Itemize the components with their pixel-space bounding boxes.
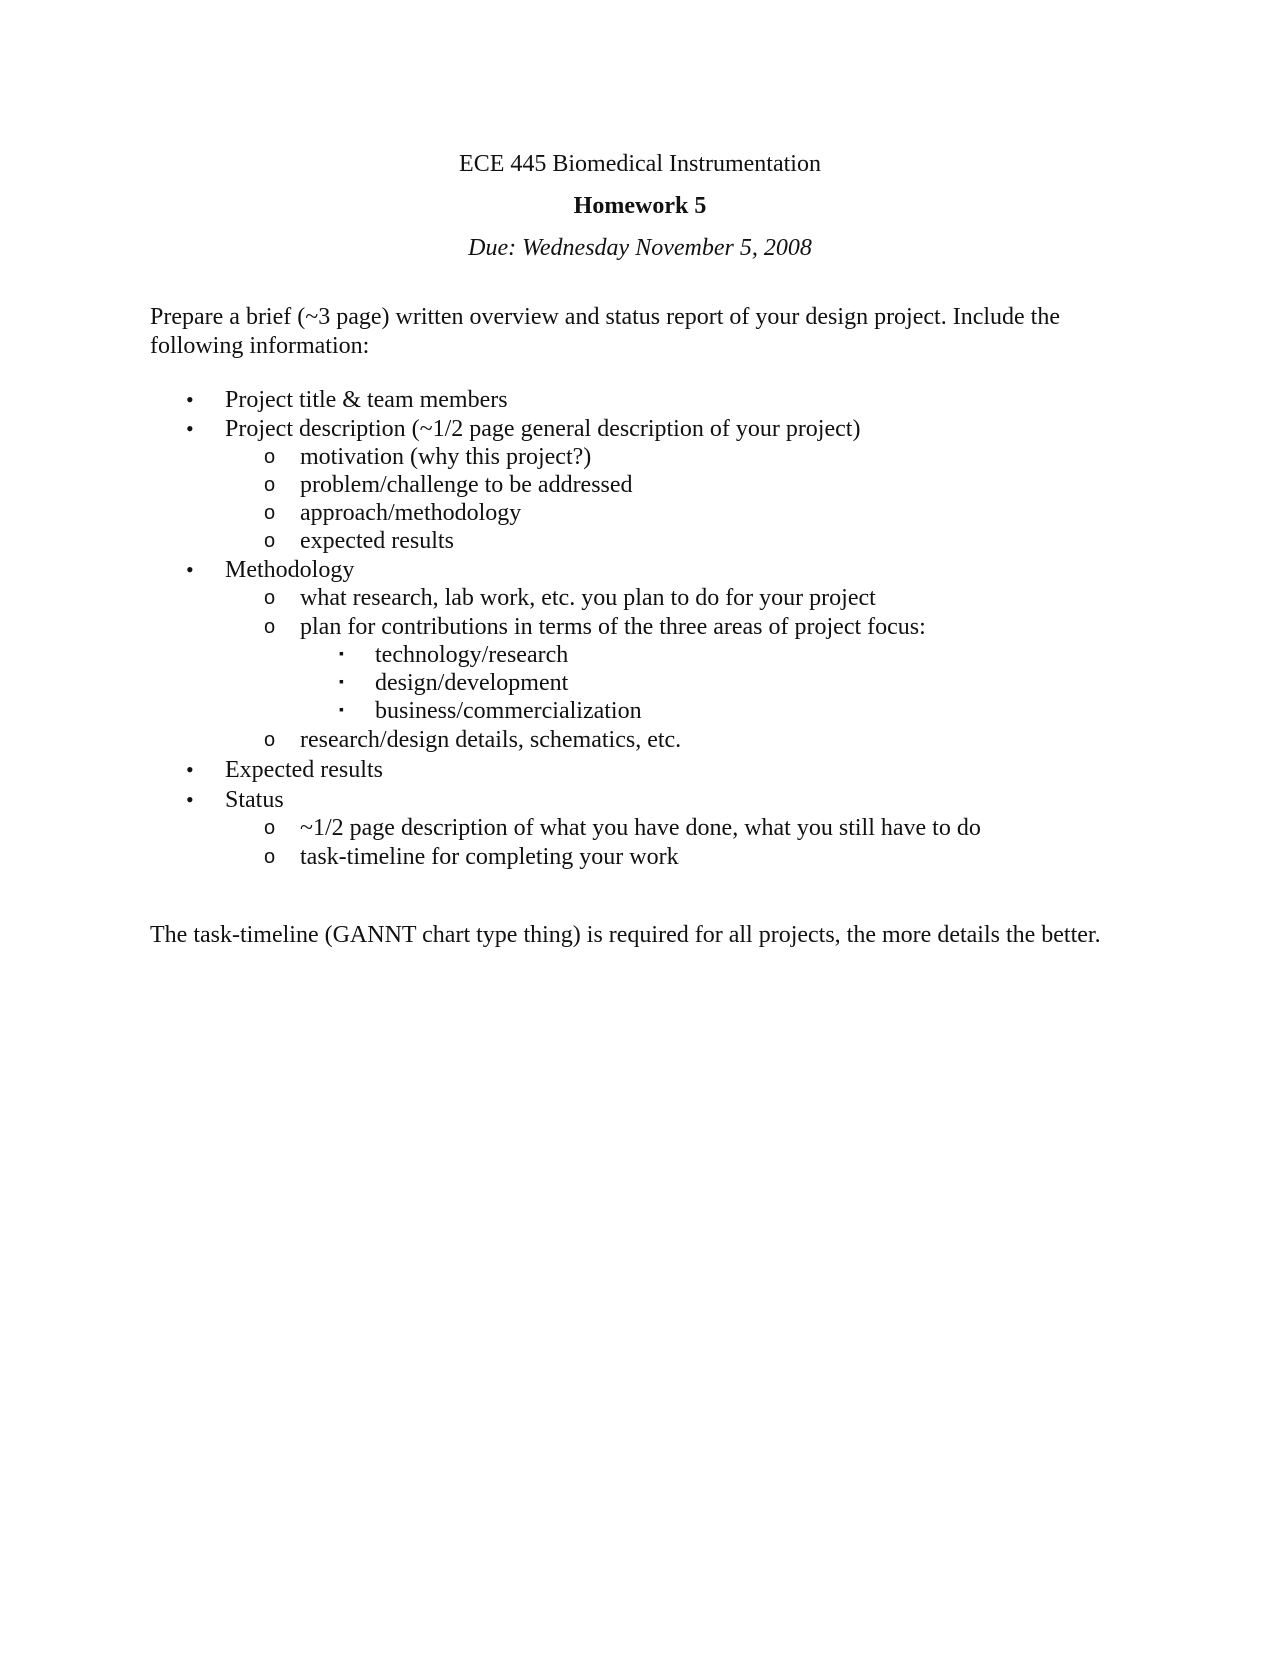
focus-item-technology: technology/research bbox=[375, 642, 569, 668]
focus-item-business: business/commercialization bbox=[375, 698, 642, 724]
sub-bullet-marker: o bbox=[264, 729, 276, 751]
course-title: ECE 445 Biomedical Instrumentation bbox=[459, 151, 821, 177]
bullet-marker: • bbox=[186, 757, 194, 782]
sub-item-problem: problem/challenge to be addressed bbox=[300, 472, 633, 498]
sub-bullet-marker: o bbox=[264, 846, 276, 868]
sub-bullet-marker: o bbox=[264, 587, 276, 609]
due-date: Due: Wednesday November 5, 2008 bbox=[468, 235, 812, 261]
intro-paragraph: Prepare a brief (~3 page) written overview and status report of your design project. Include the following information: bbox=[150, 304, 1060, 359]
sub-item-contributions-plan: plan for contributions in terms of the three areas of project focus: bbox=[300, 614, 926, 640]
list-item-methodology: Methodology bbox=[225, 557, 355, 583]
focus-item-design: design/development bbox=[375, 670, 569, 696]
sub-bullet-marker: o bbox=[264, 530, 276, 552]
list-item-status: Status bbox=[225, 787, 284, 813]
homework-title: Homework 5 bbox=[573, 193, 707, 219]
list-item-expected-results: Expected results bbox=[225, 757, 383, 783]
list-item-project-title: Project title & team members bbox=[225, 387, 508, 413]
sub-item-expected-results: expected results bbox=[300, 528, 454, 554]
bullet-marker: • bbox=[186, 557, 194, 582]
sub-item-approach: approach/methodology bbox=[300, 500, 522, 526]
sub-item-design-details: research/design details, schematics, etc. bbox=[300, 727, 682, 753]
sub-item-motivation: motivation (why this project?) bbox=[300, 444, 592, 470]
list-item-project-description: Project description (~1/2 page general description of your project) bbox=[225, 416, 861, 442]
bullet-marker: • bbox=[186, 787, 194, 812]
bullet-marker: • bbox=[186, 387, 194, 412]
sub-bullet-marker: o bbox=[264, 474, 276, 496]
sub-item-research-plan: what research, lab work, etc. you plan to do for your project bbox=[300, 585, 876, 611]
bullet-marker: • bbox=[186, 416, 194, 441]
sub-bullet-marker: o bbox=[264, 502, 276, 524]
square-bullet-marker: ▪ bbox=[339, 647, 344, 662]
square-bullet-marker: ▪ bbox=[339, 703, 344, 718]
sub-bullet-marker: o bbox=[264, 817, 276, 839]
sub-item-task-timeline: task-timeline for completing your work bbox=[300, 844, 679, 870]
square-bullet-marker: ▪ bbox=[339, 675, 344, 690]
sub-bullet-marker: o bbox=[264, 616, 276, 638]
sub-bullet-marker: o bbox=[264, 446, 276, 468]
closing-paragraph: The task-timeline (GANNT chart type thing) is required for all projects, the more details the better. bbox=[150, 922, 1101, 948]
sub-item-progress-description: ~1/2 page description of what you have done, what you still have to do bbox=[300, 815, 981, 841]
